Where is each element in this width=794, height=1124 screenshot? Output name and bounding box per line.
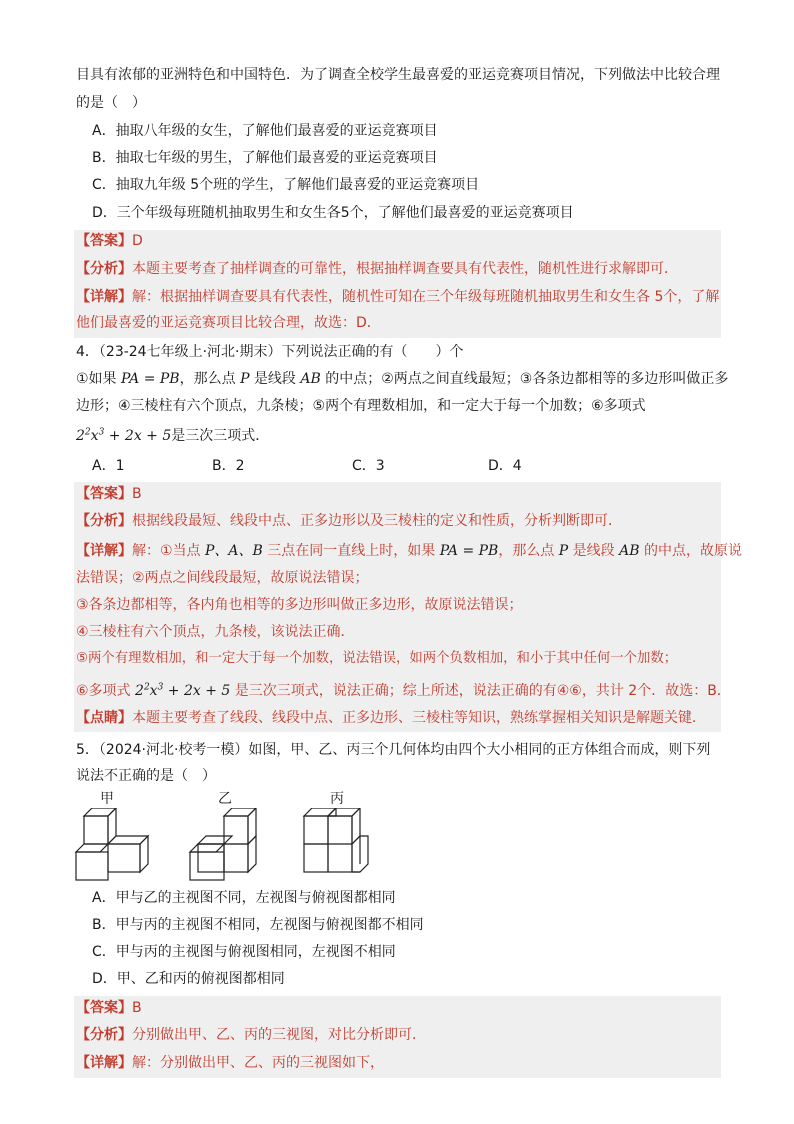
- poly-base: 2: [76, 428, 85, 444]
- q4-detail-line3: ③各条边都相等，各内角也相等的多边形叫做正多边形，故原说法错误；: [76, 597, 523, 613]
- analysis-tag: 【分析】: [76, 261, 132, 277]
- detail-math-p: P: [558, 543, 569, 559]
- poly-rest: + 2x + 5: [163, 683, 231, 699]
- figure-label-yi: 乙: [218, 791, 232, 807]
- poly-exp: 2: [143, 682, 150, 693]
- detail-text: ，那么点: [498, 543, 559, 559]
- comment-text: 本题主要考查了线段、线段中点、正多边形、三棱柱等知识，熟练掌握相关知识是解题关键．: [132, 710, 706, 726]
- q3-option-b: B．抽取七年级的男生，了解他们最喜爱的亚运竞赛项目: [92, 150, 438, 166]
- analysis-text: 分别做出甲、乙、丙的三视图，对比分析即可．: [132, 1027, 426, 1043]
- q3-stem-line2: 的是（ ）: [76, 95, 146, 111]
- detail-text: 三点在同一直线上时，如果: [262, 543, 440, 559]
- poly-var: x: [149, 683, 158, 699]
- q4-math-eq: PA = PB: [121, 371, 180, 387]
- q4-text: 是线段: [249, 371, 301, 387]
- q4-line2: 边形；④三棱柱有六个顶点，九条棱；⑤两个有理数相加，和一定大于每一个加数；⑥多项式: [76, 398, 646, 414]
- answer-value: B: [132, 486, 142, 502]
- detail-text: 是线段: [568, 543, 620, 559]
- q4-option-b: B．2: [212, 458, 245, 474]
- detail-tag: 【详解】: [76, 289, 132, 305]
- answer-tag: 【答案】: [76, 486, 132, 502]
- poly-exp: 3: [157, 682, 164, 693]
- q4-detail-line4: ④三棱柱有六个顶点，九条棱，该说法正确．: [76, 624, 355, 640]
- comment-tag: 【点睛】: [76, 710, 132, 726]
- q4-detail-line6: [76, 678, 731, 704]
- q4-option-d: D．4: [488, 458, 522, 474]
- q3-option-a: A．抽取八年级的女生，了解他们最喜爱的亚运竞赛项目: [92, 123, 438, 139]
- q5-answer: [76, 995, 721, 1021]
- q5-option-d: D．甲、乙和丙的俯视图都相同: [92, 971, 285, 987]
- detail-math-points: P、A、B: [205, 543, 263, 559]
- detail-tag: 【详解】: [76, 543, 132, 559]
- q5-detail: [76, 1050, 721, 1076]
- answer-value: B: [132, 1000, 142, 1016]
- figure-yi-cubes: [186, 808, 268, 882]
- figure-label-jia: 甲: [100, 791, 114, 807]
- q5-analysis: [76, 1022, 721, 1048]
- answer-value: D: [132, 233, 143, 249]
- detail-text: 解：①当点: [132, 543, 206, 559]
- analysis-tag: 【分析】: [76, 1027, 132, 1043]
- cube-stack-bing: [298, 808, 380, 882]
- detail-math-eq: PA = PB: [439, 543, 499, 559]
- detail-text: 的中点，故原说: [639, 543, 742, 559]
- q4-math-p: P: [240, 371, 250, 387]
- q4-option-a: A．1: [92, 458, 125, 474]
- detail-polynomial: [135, 683, 230, 699]
- q5-option-b: B．甲与丙的主视图不相同，左视图与俯视图都不相同: [92, 917, 424, 933]
- q5-option-c: C．甲与丙的主视图与俯视图相同，左视图不相同: [92, 944, 396, 960]
- detail-math-ab: AB: [619, 543, 640, 559]
- q3-option-c: C．抽取九年级 5个班的学生，了解他们最喜爱的亚运竞赛项目: [92, 177, 480, 193]
- q4-line1: [76, 366, 729, 392]
- q4-line3: [76, 423, 721, 449]
- analysis-text: 本题主要考查了抽样调查的可靠性，根据抽样调查要具有代表性，随机性进行求解即可．: [132, 261, 678, 277]
- q4-polynomial: [76, 428, 171, 444]
- figure-jia-cubes: [72, 808, 154, 882]
- q4-text: ，那么点: [179, 371, 241, 387]
- q3-analysis: [76, 256, 721, 282]
- detail-text: 解：分别做出甲、乙、丙的三视图如下，: [132, 1055, 384, 1071]
- cube-stack-yi: [186, 808, 268, 882]
- q4-header: 4．（23-24七年级上·河北·期末）下列说法正确的有（ ）个: [76, 344, 464, 360]
- poly-rest: + 2x + 5: [104, 428, 172, 444]
- q3-answer: [76, 228, 721, 254]
- q4-math-ab: AB: [300, 371, 321, 387]
- q4-detail-line2: 法错误；②两点之间线段最短，故原说法错误；: [76, 570, 369, 586]
- q4-detail-line5: ⑤两个有理数相加，和一定大于每一个加数，说法错误，如两个负数相加，和小于其中任何一个加数；: [76, 651, 678, 666]
- figure-bing-cubes: [298, 808, 380, 882]
- q5-option-a: A．甲与乙的主视图不同，左视图与俯视图都相同: [92, 890, 396, 906]
- poly-var: x: [90, 428, 99, 444]
- q3-detail-line2: 他们最喜爱的亚运竞赛项目比较合理，故选：D．: [76, 315, 381, 331]
- q4-detail-line1: [76, 538, 742, 564]
- q4-comment: [76, 705, 721, 731]
- answer-tag: 【答案】: [76, 1000, 132, 1016]
- analysis-text: 根据线段最短、线段中点、正多边形以及三棱柱的定义和性质，分析判断即可．: [132, 513, 622, 529]
- q4-text: ①如果: [76, 371, 122, 387]
- detail-text: ⑥多项式: [76, 683, 136, 699]
- poly-exp: 3: [98, 427, 105, 438]
- answer-tag: 【答案】: [76, 233, 132, 249]
- q4-text: 是三次三项式．: [171, 428, 270, 444]
- analysis-tag: 【分析】: [76, 513, 132, 529]
- q4-option-c: C．3: [352, 458, 385, 474]
- poly-exp: 2: [84, 427, 91, 438]
- q3-stem-line1: 目具有浓郁的亚洲特色和中国特色．为了调查全校学生最喜爱的亚运竞赛项目情况，下列做法中比较合理: [76, 67, 720, 83]
- figure-label-bing: 丙: [330, 791, 344, 807]
- q4-answer: [76, 481, 721, 507]
- q3-option-d: D．三个年级每班随机抽取男生和女生各5个，了解他们最喜爱的亚运竞赛项目: [92, 205, 574, 221]
- detail-tag: 【详解】: [76, 1055, 132, 1071]
- q4-text: 的中点；②两点之间直线最短；③各条边都相等的多边形叫做正多: [320, 371, 729, 387]
- q3-detail-line1: [76, 284, 721, 310]
- q5-line1: 5．（2024·河北·校考一模）如图，甲、乙、丙三个几何体均由四个大小相同的正方体组合而成，则下列: [76, 742, 711, 758]
- cube-stack-jia: [72, 808, 154, 882]
- q4-analysis: [76, 508, 721, 534]
- detail-text: 是三次三项式，说法正确；综上所述，说法正确的有④⑥，共计 2个．故选：B．: [230, 683, 731, 699]
- poly-base: 2: [135, 683, 144, 699]
- q5-line2: 说法不正确的是（ ）: [76, 768, 216, 784]
- detail-text: 解：根据抽样调查要具有代表性，随机性可知在三个年级每班随机抽取男生和女生各 5个，了解: [132, 289, 720, 305]
